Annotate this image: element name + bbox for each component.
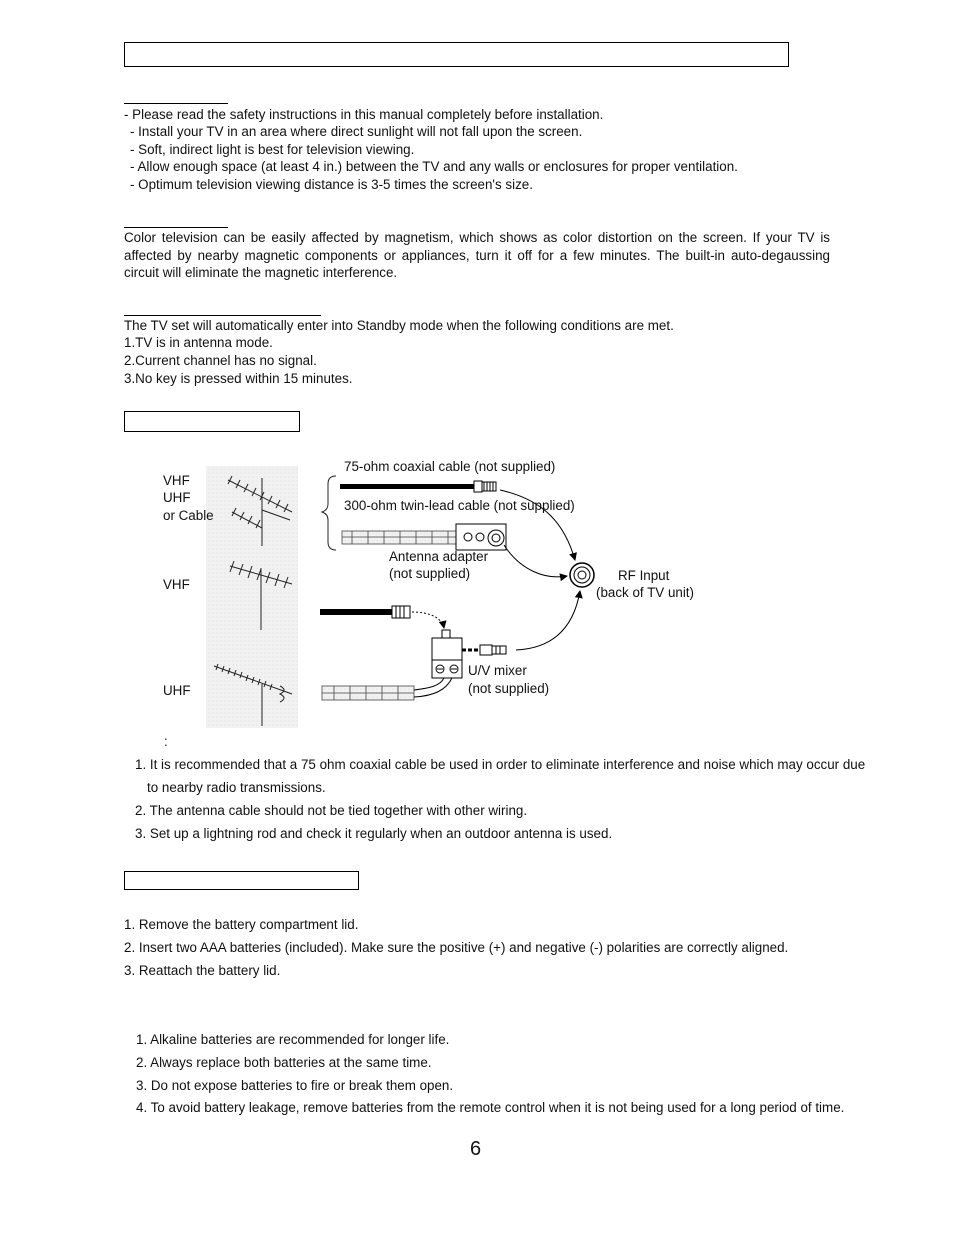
batteries-section-title-box — [124, 871, 359, 890]
label-coax-cable: 75-ohm coaxial cable (not supplied) — [344, 459, 556, 474]
page-number: 6 — [470, 1138, 482, 1160]
rf-input-jack-icon — [570, 563, 594, 587]
antenna-note-1-cont: to nearby radio transmissions. — [147, 780, 326, 795]
battery-note-4: 4. To avoid battery leakage, remove batteries from the remote control when it is not being used for a long period of time. — [136, 1100, 845, 1115]
installation-line-2: - Install your TV in an area where direct sunlight will not fall upon the screen. — [130, 124, 583, 139]
label-uhf-2: UHF — [163, 683, 191, 698]
label-vhf-2: VHF — [163, 577, 190, 592]
label-adapter-note: (not supplied) — [389, 566, 471, 581]
label-rf-input-note: (back of TV unit) — [596, 585, 694, 600]
antenna-adapter-icon — [456, 524, 506, 550]
adapter-to-rf-arrow — [504, 545, 567, 577]
magnetism-text: Color television can be easily affected by magnetism, which shows as color distortion on the screen. If your TV is affected by nearby magnetic components or appliances, turn it off for a few minutes. The built-in auto-degaussing circuit will eliminate the magnetic interference. — [124, 230, 830, 280]
twin-lead-cable-icon — [342, 531, 458, 544]
antenna-note-3: 3. Set up a lightning rod and check it regularly when an outdoor antenna is used. — [135, 826, 613, 841]
antenna-note-label: : — [164, 734, 168, 749]
battery-note-3: 3. Do not expose batteries to fire or break them open. — [136, 1078, 454, 1093]
label-adapter: Antenna adapter — [389, 549, 489, 564]
standby-line-3: 2.Current channel has no signal. — [124, 353, 317, 368]
antenna-note-2: 2. The antenna cable should not be tied together with other wiring. — [135, 803, 528, 818]
standby-line-2: 1.TV is in antenna mode. — [124, 335, 273, 350]
battery-step-3: 3. Reattach the battery lid. — [124, 963, 281, 978]
label-rf-input: RF Input — [618, 568, 670, 583]
antenna-note-1: 1. It is recommended that a 75 ohm coaxial cable be used in order to eliminate interference and noise which may occur due — [135, 757, 866, 772]
installation-line-1: - Please read the safety instructions in this manual completely before installation. — [124, 107, 604, 122]
installation-line-3: - Soft, indirect light is best for television viewing. — [130, 142, 415, 157]
battery-note-1: 1. Alkaline batteries are recommended for longer life. — [136, 1032, 450, 1047]
label-mixer: U/V mixer — [468, 663, 527, 678]
mixer-to-rf-arrow — [516, 591, 580, 650]
standby-line-1: The TV set will automatically enter into Standby mode when the following conditions are met. — [124, 318, 674, 333]
mixer-output-cable-icon — [462, 645, 506, 655]
vhf-coax-cable-icon — [320, 606, 410, 618]
label-or-cable: or Cable — [163, 508, 214, 523]
cable-group-brace — [322, 476, 336, 550]
battery-note-2: 2. Always replace both batteries at the same time. — [136, 1055, 432, 1070]
uhf-twin-lead-cable-icon — [322, 686, 414, 700]
uv-mixer-icon — [432, 630, 462, 678]
battery-step-2: 2. Insert two AAA batteries (included). Make sure the positive (+) and negative (-) polarities are correctly aligned. — [124, 940, 789, 955]
label-uhf-1: UHF — [163, 490, 191, 505]
label-twin-lead: 300-ohm twin-lead cable (not supplied) — [344, 498, 575, 513]
standby-line-4: 3.No key is pressed within 15 minutes. — [124, 371, 353, 386]
label-vhf-1: VHF — [163, 473, 190, 488]
coaxial-cable-icon — [340, 481, 496, 492]
installation-line-4: - Allow enough space (at least 4 in.) between the TV and any walls or enclosures for proper ventilation. — [130, 159, 738, 174]
battery-step-1: 1. Remove the battery compartment lid. — [124, 917, 359, 932]
installation-line-5: - Optimum television viewing distance is 3-5 times the screen's size. — [130, 177, 533, 192]
label-mixer-note: (not supplied) — [468, 681, 550, 696]
